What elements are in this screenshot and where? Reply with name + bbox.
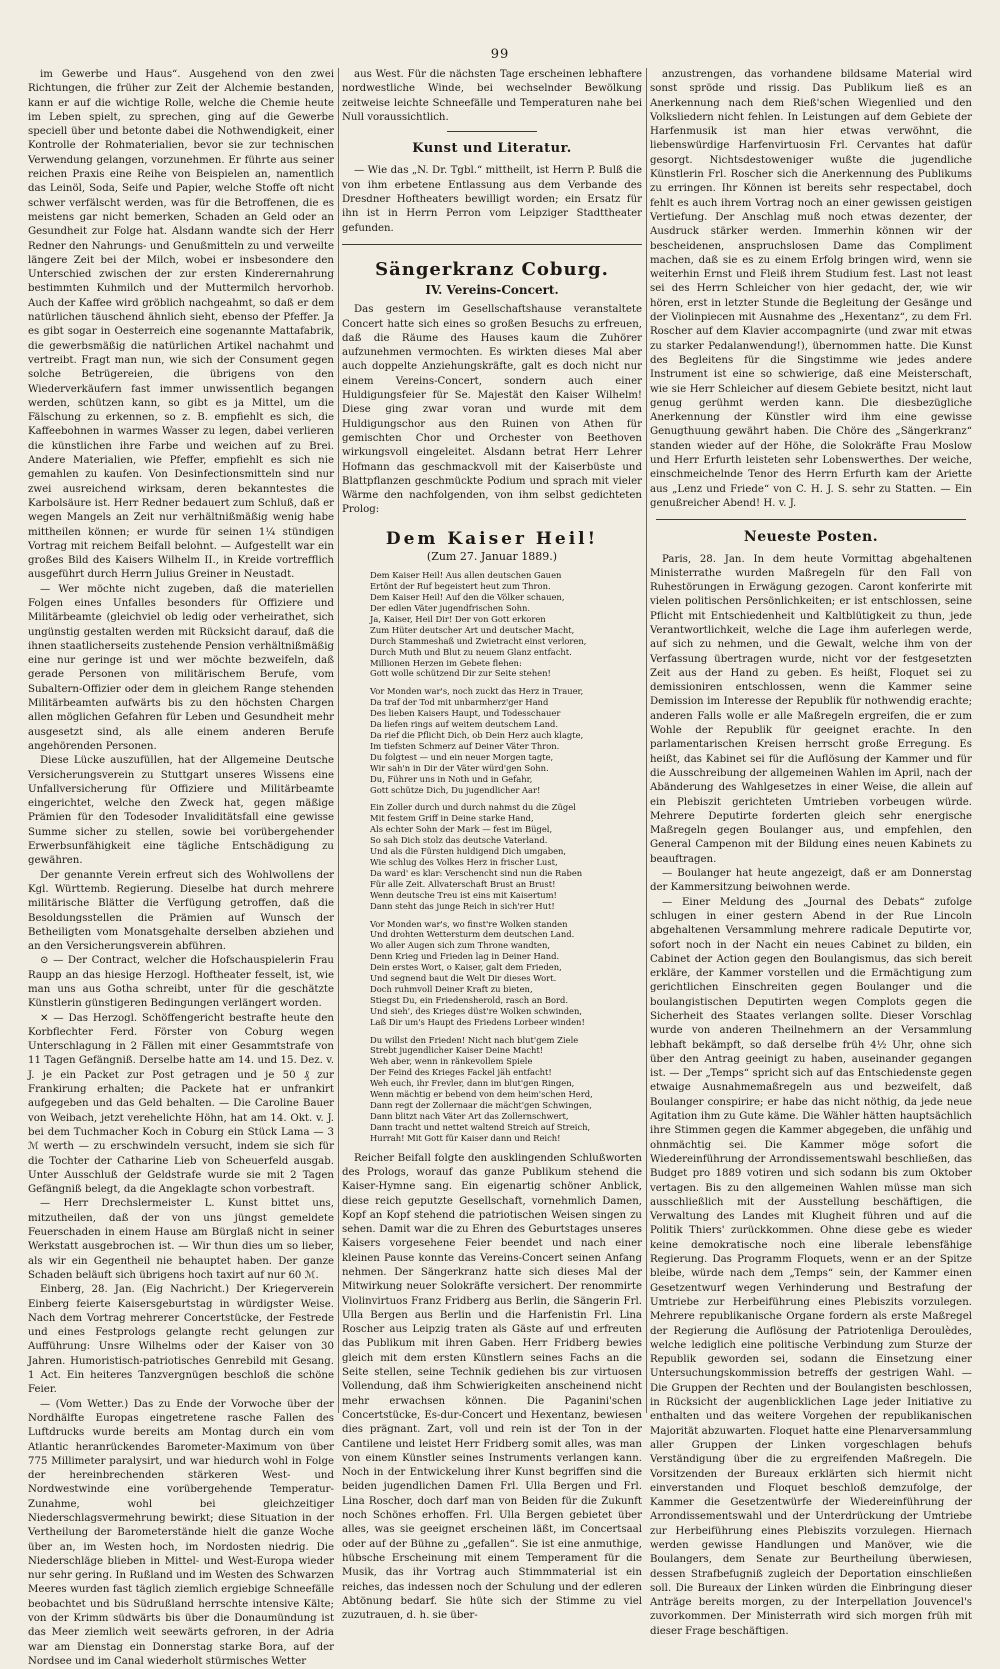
article-paragraph: anzustrengen, das vorhandene bildsame Material wird sonst spröde und rissig. Das Publikum ließ es an Anerkennung nach dem Rieß'schen Wiegenlied und den Volksliedern nicht fehlen. In Leistungen auf dem Gebiete der Harfenmusik ist man hier etwas verwöhnt, die liebenswürdige Harfenvirtuosin Frl. Cervantes hat dafür gesorgt. Nichtsdestoweniger wußte die jugendliche Künstlerin Frl. Roscher sich die Anerkennung des Publikums zu erringen. Ihr Können ist bereits sehr respectabel, doch fehlt es auch ihrem Vortrag noch an einer gewissen geistigen Vertiefung. Der Anschlag muß noch etwas dezenter, der Ausdruck stärker werden. Immerhin können wir der bescheidenen, anspruchslosen Dame das Compliment machen, daß sie es zu einem Erfolg bringen wird, wenn sie weiterhin Ernst und Fleiß ihrem Studium fest. Last not least sei des Herrn Schleicher von hier gedacht, der, wie wir hören, erst in letzter Stunde die Begleitung der Gesänge und der Violinpiecen mit Ausnahme des „Hexentanz“, zu dem Frl. Roscher auf dem Klavier accompagnirte (und zwar mit etwas zu starker Pedalanwendung!), übernommen hatte. Die Kunst des Begleitens für die Singstimme wie jedes andere Instrument ist eine so schwierige, daß eine Meisterschaft, wie sie Herr Schleicher auf diesem Gebiete besitzt, nicht laut genug gerühmt werden kann. Die diesbezügliche Anerkennung der Künstler wird ihm eine gewisse Genugthuung gewährt haben. Die Chöre des „Sängerkranz“ standen wieder auf der Höhe, die Solokräfte Frau Moslow und Herr Erfurth leisteten sehr Lobenswerthes. Der weiche, einschmeichelnde Tenor des Herrn Erfurth kam der Ariette aus „Lenz und Friede“ von C. H. J. S. sehr zu Statten. — Ein genußreicher Abend! H. v. J. xyxy=(650,69,972,509)
poem-line: Weh aber, wenn in ränkevollem Spiele xyxy=(370,1056,533,1067)
poem-line: Im tiefsten Schmerz auf Deiner Väter Thron. xyxy=(370,740,560,751)
poem-line: Vor Monden war's, wo finst're Wolken standen xyxy=(370,918,568,929)
poem-line: Vor Monden war's, noch zuckt das Herz in Trauer, xyxy=(370,686,584,697)
poem-line: Du willst den Frieden! Nicht nach blut'gem Ziele xyxy=(370,1034,579,1045)
poem-line: Wie schlug des Volkes Herz in frischer Lust, xyxy=(370,856,558,867)
poem-line: Weh euch, ihr Frevler, dann im blut'gen Ringen, xyxy=(370,1078,575,1089)
page-number: 99 xyxy=(490,47,510,62)
article-paragraph: — Einer Meldung des „Journal des Debats“ zufolge schlugen in einer gestern Abend in der Rue Lincoln abgehaltenen Versammlung mehrere radicale Deputirte vor, sofort noch in der Nacht ein neues Cabinet zu bilden, ein Cabinet der Action gegen den Boulangismus, das sich bereit erkläre, der Kammer vorstellen und die Ermächtigung zum gerichtlichen Einschreiten gegen Boulanger und die boulangistischen Deputirten wegen Complots gegen die Sicherheit des Staates verlangen sollte. Dieser Vorschlag wurde von anderen Theilnehmern an der Versammlung lebhaft bekämpft, so daß derselbe früh 4½ Uhr, ohne sich über den Antrag geeinigt zu haben, auseinander gegangen ist. — Der „Temps“ spricht sich auf das Entschiedenste gegen etwaige Ausnahmemaßregeln aus und bezweifelt, daß Boulanger conspirire; er habe das nicht nöthig, da jede neue Agitation ihm zu Gute käme. Die Wähler hätten hauptsächlich ihre Stimmen gegen die Kammer abgegeben, die unfähig und ohnmächtig sei. Die Kammer möge sofort die Wiedereinführung der Arrondissementswahl beschließen, das Budget pro 1889 votiren und sich sodann bis zum Oktober vertagen. Bis zu den allgemeinen Wahlen müsse man sich ausschließlich mit der Ausstellung beschäftigen, die Verwaltung des Landes mit Klugheit führen und auf die Politik Thiers' zurückkommen. Ohne diese gebe es wieder keine demokratische noch eine liberale lebensfähige Regierung. Das Programm Floquets, wenn er an der Spitze bleibe, würde nach dem „Temps“ sein, der Kammer einen Gesetzentwurf wegen Verhinderung und Bestrafung der Umtriebe zur Herbeiführung eines Plebiszits vorzulegen. Mehrere republikanische Organe fordern als erste Maßregel der Regierung die Auflösung der Patriotenliga Deroulèdes, welche lediglich eine politische Verbindung zum Sturze der Republik geworden sei, sodann die Einsetzung einer Untersuchungskommission betreffs der gestrigen Wahl. — Die Gruppen der Rechten und der Boulangisten beschlossen, in Rücksicht der augenblicklichen Lage jeder Initiative zu enthalten und das weitere Vorgehen der republikanischen Majorität abzuwarten. Floquet hatte eine Plenarversammlung aller Gruppen der Linken vorgeschlagen behufs Verständigung über die zu ergreifenden Maßregeln. Die Vorsitzenden der Bureaux erklärten sich hiermit nicht einverstanden und Floquet beschloß demzufolge, der Kammer die Gesetzentwürfe der Wiedereinführung der Arrondissementswahl und der Unterdrückung der Umtriebe zur Herbeiführung eines Plebiszits vorzulegen. Hiernach werden gewisse Handlungen und Manöver, wie die Boulangers, dem Senate zur Beurtheilung überwiesen, dessen Strafbefugniß zugleich der Deportation einschließen soll. Die Bureaux der Linken würden die Einbringung dieser Anträge bereits morgen, zu der Interpellation Jouvencel's zuvorkommen. Der Ministerrath wird sich morgen früh mit dieser Frage beschäftigen. xyxy=(650,896,972,1637)
poem-stanza xyxy=(370,802,642,911)
poem-line: Dem Kaiser Heil! Auf den die Völker schauen, xyxy=(370,592,565,603)
poem-title: Dem Kaiser Heil! xyxy=(385,528,599,549)
poem-line: Laß Dir um's Haupt des Friedens Lorbeer winden! xyxy=(370,1016,585,1027)
poem-line: Millionen Herzen im Gebete flehen: xyxy=(370,657,522,668)
poem-line: Dem Kaiser Heil! Aus allen deutschen Gauen xyxy=(370,570,562,581)
section-heading-posten: Neueste Posten. xyxy=(743,529,879,546)
poem-line: Ja, Kaiser, Heil Dir! Der von Gott erkoren xyxy=(370,613,546,624)
column-3 xyxy=(650,68,972,1637)
article-paragraph: Diese Lücke auszufüllen, hat der Allgemeine Deutsche Versicherungsverein zu Stuttgart unseres Wissens eine Unfallversicherung für Offiziere und Militärbeamte eingerichtet, welche den Zweck hat, gegen mäßige Prämien für den Todesoder Invaliditätsfall eine gewisse Summe sicher zu stellen, sowie bei vorübergehender Erwerbsunfähigkeit eine tägliche Entschädigung zu gewähren. xyxy=(28,755,334,867)
column-rule xyxy=(338,68,339,1413)
poem-line: So sah Dich stolz das deutsche Vaterland. xyxy=(370,835,548,846)
poem-line: Denn Krieg und Frieden lag in Deiner Hand. xyxy=(370,951,560,962)
poem-line: Als echter Sohn der Mark — fest im Bügel, xyxy=(370,824,553,835)
poem-stanza xyxy=(370,1035,642,1144)
poem-stanza xyxy=(370,570,642,679)
poem-line: Durch Muth und Blut zu neuem Glanz entfacht. xyxy=(370,646,572,657)
poem-line: Wir sah'n in Dir der Väter würd'gen Sohn. xyxy=(370,762,549,773)
poem-line: Wenn mächtig er bebend von dem heim'schen Herd, xyxy=(370,1089,593,1100)
article-paragraph: — Wie das „N. Dr. Tgbl.“ mittheilt, ist Herrn P. Bulß die von ihm erbetene Entlassung aus dem Verbande des Dresdner Hoftheaters bewilligt worden; ein Ersatz für ihn ist in Herrn Perron vom Leipziger Stadttheater gefunden. xyxy=(342,165,642,234)
poem-line: Da rief die Pflicht Dich, ob Dein Herz auch klagte, xyxy=(370,730,584,740)
poem-stanza xyxy=(370,686,642,795)
poem-line: Dein erstes Wort, o Kaiser, galt dem Frieden, xyxy=(370,962,562,973)
poem-line: Stiegst Du, ein Friedensherold, rasch an Bord. xyxy=(370,994,569,1005)
poem-line: Ein Zoller durch und durch nahmst du die Zügel xyxy=(370,802,576,813)
article-paragraph: — Boulanger hat heute angezeigt, daß er am Donnerstag der Kammersitzung beiwohnen werde. xyxy=(650,868,972,894)
poem-line: Zum Hüter deutscher Art und deutscher Macht, xyxy=(370,624,575,635)
poem-line: Hurrah! Mit Gott für Kaiser dann und Reich! xyxy=(370,1132,561,1143)
poem-line: Dann regt der Zollernaar die mächt'gen Schwingen, xyxy=(370,1100,592,1110)
column-rule xyxy=(646,68,647,1413)
poem xyxy=(370,570,642,1143)
column-1 xyxy=(28,68,334,1667)
separator xyxy=(447,131,537,132)
poem-line: Du folgtest — und ein neuer Morgen tagte, xyxy=(370,751,554,762)
article-paragraph: im Gewerbe und Haus“. Ausgehend von den zwei Richtungen, die früher zur Zeit der Alchemie bestanden, kann er auf die wichtige Rolle, welche die Chemie heute im Leben spielt, zu sprechen, ging auf die Gewerbe speciell über und betonte dabei die Nothwendigkeit, einer Kontrolle der Rohmaterialien, bevor sie zur technischen Verwendung gelangen, vorzunehmen. Er führte aus seiner reichen Praxis eine Reihe von Beispielen an, namentlich das Leinöl, Soda, Seife und Papier, welche Stoffe oft nicht schwer verfälscht werden, was für die Betroffenen, die es meistens gar nicht bemerken, Schaden an Geld oder an Gesundheit zur Folge hat. Alsdann wandte sich der Herr Redner den Nahrungs- und Genußmitteln zu und verweilte längere Zeit bei der Milch, wobei er insbesondere den Unterschied zwischen der zur ersten Kinderernahrung bestimmten Kuhmilch und der Muttermilch hervorhob. Auch der Kaffee wird gröblich nachgeahmt, so daß er dem natürlichen täuschend ähnlich sieht, ebenso der Pfeffer. Ja es gibt sogar in Oesterreich eine sogenannte Mattafabrik, die gewerbsmäßig die natürlichen Artikel nachahmt und vertreibt. Fragt man nun, wie sich der Consument gegen solche Betrügereien, die übrigens von den Wiederverkäufern fast immer unwissentlich begangen werden, schützen kann, so gibt es ja Mittel, um die Fälschung zu erkennen, so z. B. empfiehlt es sich, die Kaffeebohnen in warmes Wasser zu legen, dabei verlieren die künstlichen ihre Farbe und weichen auf zu Brei. Andere Materialien, wie Pfeffer, empfiehlt es sich nie gemahlen zu kaufen. Von Desinfectionsmitteln sind nur zwei ausreichend wirksam, deren bekanntestes die Karbolsäure ist. Herr Redner bedauert zum Schluß, daß er wegen Mangels an Zeit nur verhältnißmäßig wenig habe mittheilen können; er wurde für seinen 1¼ stündigen Vortrag mit reichem Beifall belohnt. — Aufgestellt war ein großes Bild des Kaisers Wilhelm II., in Kreide vortrefflich ausgeführt durch Herrn Julius Greiner in Neustadt. xyxy=(28,69,334,581)
poem-line: Und segnend baut die Welt Dir dieses Wort. xyxy=(370,973,557,984)
poem-line: Für alle Zeit. Allvaterschaft Brust an Brust! xyxy=(370,878,556,889)
article-paragraph: ⊙ — Der Contract, welcher die Hofschauspielerin Frau Raupp an das hiesige Herzogl. Hoftheater fesselt, ist, wie man uns aus Gotha schreibt, unter für die geschätzte Künstlerin günstigeren Bedingungen verlängert worden. xyxy=(28,955,334,1010)
poem-line: Mit festem Griff in Deine starke Hand, xyxy=(370,813,534,824)
poem-line: Du, Führer uns in Noth und in Gefahr, xyxy=(370,773,533,784)
poem-date: (Zum 27. Januar 1889.) xyxy=(426,550,558,564)
poem-line: Wo aller Augen sich zum Throne wandten, xyxy=(370,940,550,951)
article-paragraph: — Wer möchte nicht zugeben, daß die materiellen Folgen eines Unfalles besonders für Offiziere und Militärbeamte (gleichviel ob ledig oder verheirathet, sich ungünstig gestalten werden mit Rücksicht darauf, daß die ihnen staatlicherseits zustehende Pension verhältnißmäßig eine nur geringe ist und wer möchte bezweifeln, daß gerade Personen von militärischem Berufe, vom Subaltern-Offizier oder dem in gleichem Range stehenden Militärbeamten aufwärts bis zu den höchsten Chargen allen möglichen Gefahren für Leben und Gesundheit mehr ausgesetzt sind, als alle einem anderen Berufe angehörenden Personen. xyxy=(28,583,334,752)
article-paragraph: Paris, 28. Jan. In dem heute Vormittag abgehaltenen Ministerrathe wurden Maßregeln für den Fall von Ruhestörungen in Erwägung gezogen. Caront konferirte mit vielen politischen Persönlichkeiten; er ist entschlossen, seine Pflicht mit Entschiedenheit und Kaltblütigkeit zu thun, jede Verantwortlichkeit, welche die Lage ihm auferlegen werde, auf sich zu nehmen, und die Gewalt, welche ihm von der Verfassung übertragen wurde, nicht vor der festgesetzten Zeit aus der Hand zu geben. Es heißt, Floquet sei zu demissioniren entschlossen, wenn die Kammer seine Demission im Interesse der Republik für nothwendig erachte; anderen Falls wolle er alle Maßregeln ergreifen, die er zum Wohle der Republik für geeignet erachte. In den parlamentarischen Kreisen herrscht große Erregung. Es heißt, das Kabinet sei für die Auflösung der Kammer und für die Ausschreibung der allgemeinen Wahlen im April, nach der Abänderung des Wahlgesetzes in einer Weise, die allein auf ein Plebiszit gerichteten Umtrieben vorbeugen würde. Mehrere Deputirte forderten gleich sehr energische Maßregeln gegen Boulanger aus, und empfehlen, den General Campenon mit der Bildung eines neuen Kabinets zu beauftragen. xyxy=(650,553,972,865)
weather-continuation: aus West. Für die nächsten Tage erscheinen lebhaftere nordwestliche Winde, bei wechselnder Bewölkung zeitweise leichte Schneefälle und Temperaturen nahe bei Null voraussichtlich. xyxy=(342,69,642,123)
poem-line: Und als die Fürsten huldigend Dich umgaben, xyxy=(370,846,567,857)
poem-line: Der edlen Väter jugendfrischen Sohn. xyxy=(370,603,531,614)
separator xyxy=(342,244,642,245)
poem-line: Des lieben Kaisers Haupt, und Todesschauer xyxy=(370,708,561,719)
separator xyxy=(656,519,966,520)
article-paragraph: Das gestern im Gesellschaftshause veranstaltete Concert hatte sich eines so großen Besuchs zu erfreuen, daß die Räume des Hauses kaum die Zuhörer aufzunehmen vermochten. Es wirkten dieses Mal aber auch doppelte Anziehungskräfte, galt es doch nicht nur einem Vereins-Concert, sondern auch einer Huldigungsfeier für Se. Majestät den Kaiser Wilhelm! Diese ging zwar voran und wurde mit dem Huldigungschor aus den Ruinen von Athen für gemischten Chor und Orchester von Beethoven wirkungsvoll eingeleitet. Alsdann betrat Herr Lehrer Hofmann das geschmackvoll mit der Kaiserbüste und Blattpflanzen geschmückte Podium und sprach mit vieler Wärme den nachfolgenden, von ihm selbst gedichteten Prolog: xyxy=(342,304,642,516)
poem-line: Und sieh', des Krieges düst're Wolken schwinden, xyxy=(370,1005,583,1016)
poem-stanza xyxy=(370,919,642,1028)
poem-line: Doch ruhmvoll Deiner Kraft zu bieten, xyxy=(370,983,533,994)
article-paragraph: — Herr Drechslermeister L. Kunst bittet uns, mitzutheilen, daß der von uns jüngst gemeldete Feuerschaden in einem Hause am Bürglaß nicht in seiner Werkstatt ausgebrochen ist. — Wir thun dies um so lieber, als wir ein Gegentheil nie behauptet haben. Der ganze Schaden beläuft sich übrigens hoch taxirt auf nur 60 ℳ. xyxy=(28,1198,334,1281)
poem-line: Und drohten Wettersturm dem deutschen Land. xyxy=(370,929,575,940)
article-paragraph: Einberg, 28. Jan. (Eig Nachricht.) Der Kriegerverein Einberg feierte Kaisersgeburtstag in würdigster Weise. Nach dem Vortrag mehrerer Concertstücke, der Festrede und eines Festprologs gelangte recht gelungen zur Aufführung: Unsre Wilhelms oder der Kaiser von 30 Jahren. Humoristisch-patriotisches Genrebild mit Gesang. 1 Act. Ein heiteres Tanzvergnügen beschloß die schöne Feier. xyxy=(28,1284,334,1396)
poem-line: Der Feind des Krieges Fackel jäh entfacht! xyxy=(370,1067,552,1078)
poem-line: Da traf der Tod mit unbarmherz'ger Hand xyxy=(370,697,549,708)
poem-line: Strebt jugendlicher Kaiser Deine Macht! xyxy=(370,1045,544,1056)
poem-line: Gott schütze Dich, Du jugendlicher Aar! xyxy=(370,784,541,795)
poem-line: Durch Stammeshaß und Zwietracht einst verloren, xyxy=(370,635,587,646)
poem-line: Da liefen rings auf weitem deutschem Land. xyxy=(370,719,559,730)
article-paragraph: — (Vom Wetter.) Das zu Ende der Vorwoche über der Nordhälfte Europas eingetretene rasche Fallen des Luftdrucks wurde bereits am Montag durch ein vom Atlantic heranrückendes Barometer-Maximum von über 775 Millimeter paralysirt, und war hiedurch wohl in Folge der hereinbrechenden stärkeren West- und Nordwestwinde eine vorübergehende Temperatur-Zunahme, wohl bei gleichzeitiger Niederschlagsvermehrung bewirkt; diese Situation in der Vertheilung der Barometerstände hielt die ganze Woche über an, im Westen hoch, im Nordosten niedrig. Die Niederschläge blieben in Mittel- und West-Europa wieder nur sehr gering. In Rußland und im Westen des Schwarzen Meeres wurden fast täglich ziemlich ergiebige Schneefälle beobachtet und bis Südrußland herrschte intensive Kälte; von der Krimm südwärts bis über die Donaumündung ist das Meer ziemlich weit seewärts gefroren, in der Adria war am Dienstag ein Donnerstag starke Bora, auf der Nordsee und im Canal wiederholt stürmisches Wetter xyxy=(28,1398,334,1667)
article-paragraph: ✕ — Das Herzogl. Schöffengericht bestrafte heute den Korbflechter Ferd. Förster von Coburg wegen Unterschlagung in 2 Fällen mit einer Gesammtstrafe von 11 Tagen Gefängniß. Derselbe hatte am 14. und 15. Dez. v. J. je ein Packet zur Post getragen und je 50 ₰ zur Frankirung erhalten; die Packete hat er unfrankirt aufgegeben und das Geld behalten. — Die Caroline Bauer von Weibach, jetzt verehelichte Höhn, hat am 14. Okt. v. J. bei dem Tuchmacher Koch in Coburg ein Stück Lama — 3 ℳ werth — zu erschwindeln versucht, indem sie sich für die Tochter der Catharine Lieb von Scheuerfeld ausgab. Unter Ausschluß der Geldstrafe wurde sie mit 2 Tagen Gefängniß belegt, da die Angeklagte schon vorbestraft. xyxy=(28,1012,334,1196)
article-subtitle: IV. Vereins-Concert. xyxy=(425,282,559,297)
article-paragraph: Reicher Beifall folgte den ausklingenden Schlußworten des Prologs, worauf das ganze Publikum stehend die Kaiser-Hymne sang. Ein eigenartig schöner Anblick, diese reich geputzte Gesellschaft, vornehmlich Damen, Kopf an Kopf stehend die patriotischen Weisen singen zu sehen. Damit war die zu Ehren des Geburtstages unseres Kaisers vorgesehene Feier beendet und nach einer kleinen Pause konnte das Vereins-Concert seinen Anfang nehmen. Der Sängerkranz hatte sich dieses Mal der Mitwirkung neuer Solokräfte versichert. Der renommirte Violinvirtuos Franz Fridberg aus Berlin, die Sängerin Frl. Ulla Bergen aus Berlin und die Harfenistin Frl. Lina Roscher aus Leipzig traten als Gäste auf und erfreuten das Publikum mit ihren Gaben. Herr Fridberg bewies gleich mit dem ersten Künstlern seines Fachs an die Seite stellen, seine Technik gediehen bis zur virtuosen Vollendung, daß ihm Schwierigkeiten anscheinend nicht mehr erwachsen können. Die Paganini'schen Concertstücke, Es-dur-Concert und Hexentanz, bewiesen dies prägnant. Zart, voll und rein ist der Ton in der Cantilene und leistet Herr Fridberg somit alles, was man von einem Künstler seines Instruments verlangen kann. Noch in der Entwickelung ihrer Kunst begriffen sind die beiden jugendlichen Damen Frl. Ulla Bergen und Frl. Lina Roscher, doch darf man von Beiden für die Zukunft noch Schönes erhoffen. Frl. Ulla Bergen gebietet über alles, was sie geeignet erscheinen läßt, im Concertsaal oder auf der Bühne zu „gefallen“. Sie ist eine anmuthige, hübsche Erscheinung mit einem Temperament für die Musik, das ihr Vortrag auch Stimmmaterial ist ein reiches, das indessen noch der Schulung und der edleren Abtönung bedarf. Sie hüte sich der Stimme zu viel zuzutrauen, d. h. sie über- xyxy=(342,1152,642,1622)
column-2 xyxy=(342,68,642,1622)
poem-line: Ertönt der Ruf begeistert heut zum Thron. xyxy=(370,581,551,592)
poem-line: Gott wolle schützend Dir zur Seite stehen! xyxy=(370,668,551,679)
poem-line: Dann steht das junge Reich in sich'rer Hut! xyxy=(370,900,555,911)
poem-line: Wenn deutsche Treu ist eins mit Kaisertum! xyxy=(370,889,557,900)
article-paragraph: Der genannte Verein erfreut sich des Wohlwollens der Kgl. Württemb. Regierung. Dieselbe hat durch mehrere militärische Blätter die Verfügung getroffen, daß die Besoldungsstellen die Prämien auf Wunsch der Betheiligten vom Monatsgehalte derselben abziehen und an den Versicherungsverein abführen. xyxy=(28,869,334,953)
poem-line: Da ward' es klar: Verschencht sind nun die Raben xyxy=(370,867,583,878)
article-title: Sängerkranz Coburg. xyxy=(375,258,609,280)
section-heading-kunst: Kunst und Literatur. xyxy=(412,141,572,157)
poem-line: Dann tracht und nettet waltend Streich auf Streich, xyxy=(370,1121,591,1132)
poem-line: Dann blitzt nach Väter Art das Zollernschwert, xyxy=(370,1110,569,1121)
